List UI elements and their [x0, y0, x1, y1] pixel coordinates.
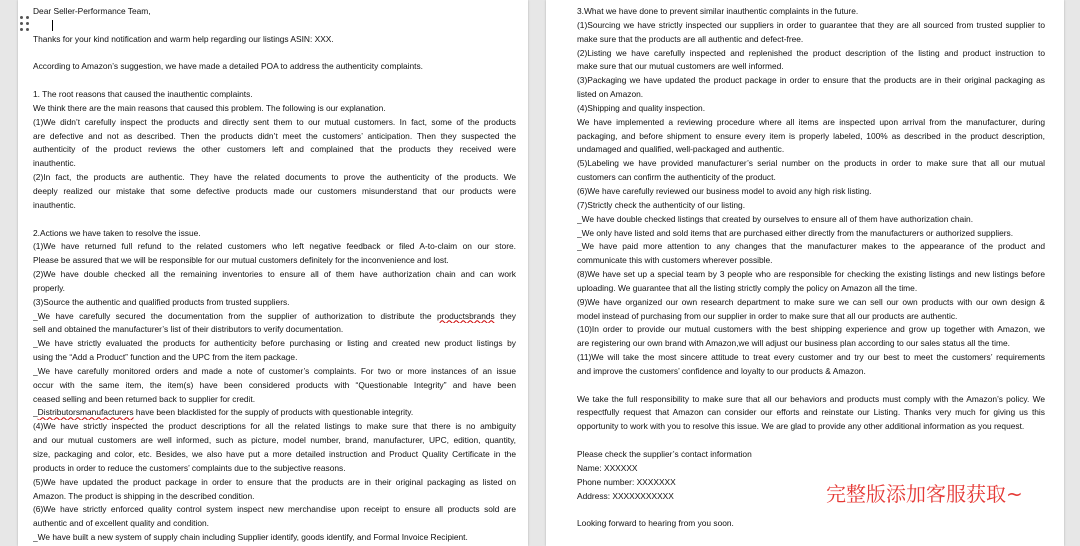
text-line: Address: XXXXXXXXXXX: [577, 490, 674, 501]
text-line: undamaged and qualified, well-packaged and authentic.: [577, 144, 785, 155]
text-line: respectfully request that Amazon can consider our efforts and reinstate our Listing. Thanks very much for giving us this: [577, 407, 1045, 418]
text-line: Please check the supplier’s contact information: [577, 449, 752, 459]
text-line: (1)Sourcing we have strictly inspected our suppliers in order to guarantee that they are all sourced from trusted supplier to: [577, 19, 1045, 30]
text-line: (7)Strictly check the authenticity of our listing.: [577, 199, 746, 210]
text-line: deeply realized our mistake that some defective products made our customers misunderstand that our products were: [33, 185, 516, 196]
text-line: Looking forward to hearing from you soon.: [577, 518, 734, 529]
text-line: inauthentic.: [33, 199, 76, 210]
text-line: (2)Listing we have carefully inspected and replenished the product description of the listing and product instruction to: [577, 47, 1045, 58]
text-line: sell and obtained the manufacturer’s list of their distributors to verify documentation.: [33, 324, 344, 335]
text-line: We have implemented a reviewing procedure where all items are inspected upon arrival from the manufacturer, during: [577, 116, 1045, 127]
document-page-right: [546, 0, 1064, 546]
text-line: (3)Source the authentic and qualified products from trusted suppliers.: [33, 296, 290, 307]
text-line: make sure that the products are all authentic and defect-free.: [577, 33, 804, 44]
text-line: communicate this with customers wherever possible.: [577, 255, 773, 266]
text-line: authentic and of excellent quality and condition.: [33, 518, 209, 529]
text-line: using the “Add a Product” function and the UPC from the item package.: [33, 352, 298, 363]
text-line: Please be assured that we will be responsible for our mutual customers definitely for the inconvenience and lost.: [33, 255, 449, 266]
text-line: authenticity of the product reviews the other customers left and complained that the products they received were: [33, 144, 516, 155]
text-line: Amazon. The product is shipping in the described condition.: [33, 490, 255, 501]
blank-line: [33, 74, 516, 88]
text-line: are defective and not as described. Then the products didn’t meet the customers’ anticipation. Then they suspected the: [33, 130, 516, 141]
text-line: _We have strictly evaluated the products for authenticity before purchasing or listing and created new product listings by: [33, 338, 516, 349]
text-line: opportunity to work with you to resolve this issue. We are glad to provide any other additional information as you request.: [577, 421, 1025, 432]
text-line: and improve the customers’ confidence and loyalty to our products & Amazon.: [577, 365, 866, 376]
text-line: packaging, and before shipment to ensure every item is properly labeled, 100% as described in the product description,: [577, 130, 1045, 141]
blank-line: [577, 379, 1045, 393]
text-line: uploading. We guarantee that all the listing strictly comply the policy on Amazon all the time.: [577, 282, 918, 293]
right-page-text[interactable]: [577, 5, 1045, 531]
text-line: 1. The root reasons that caused the inauthentic complaints.: [33, 89, 253, 100]
text-line: (4)We have strictly inspected the product descriptions for all the related listings to make sure that there is no ambiguity: [33, 421, 516, 432]
text-line: (1)We have returned full refund to the related customers who left negative feedback or filed A-to-claim on our store.: [33, 241, 516, 252]
text-line: Name: XXXXXX: [577, 462, 638, 473]
text-line: model instead of purchasing from our supplier in order to make sure that all our products are authentic.: [577, 310, 958, 321]
blank-line: [33, 213, 516, 227]
text-line: make sure that our mutual customers are well informed.: [577, 61, 784, 72]
text-line: Phone number: XXXXXXX: [577, 476, 676, 487]
text-line: _We have built a new system of supply chain including Supplier identify, goods identify, and Formal Invoice Recipient.: [33, 532, 468, 543]
text-line: _We have paid more attention to any changes that the manufacturer makes to the appearance of the product and: [577, 241, 1045, 252]
text-line: _We have carefully secured the documentation from the supplier of authorization to distribute the productsbrands they: [33, 310, 516, 321]
text-line: size, packaging and color, etc. Besides, we also have put a more detailed instruction and Product Quality Certificate in the: [33, 449, 516, 459]
text-line: (2)In fact, the products are authentic. They have the related documents to prove the authenticity of the products. We: [33, 172, 516, 183]
text-line: inauthentic.: [33, 158, 76, 169]
text-line: (2)We have double checked all the remaining inventories to ensure all of them have authorization chain and can work: [33, 269, 516, 280]
text-line: _We have double checked listings that created by ourselves to ensure all of them have authorization chain.: [577, 213, 974, 224]
spelling-error-word: productsbrands: [437, 310, 495, 321]
text-line: are registering our own brand with Amazon,we will adjust our business plan according to our sales status all the time.: [577, 338, 1010, 349]
text-line: (5)We have updated the product package in order to ensure that the products are in their original packaging as listed on: [33, 476, 516, 487]
text-line: (4)Shipping and quality inspection.: [577, 102, 706, 113]
text-line: _Distributorsmanufacturers have been blacklisted for the supply of products with questionable integrity.: [33, 407, 414, 418]
text-line: _We only have listed and sold items that are purchased either directly from the manufacturers or authorized suppliers.: [577, 227, 1014, 238]
blank-line: [33, 47, 516, 61]
drag-handle-icon[interactable]: [20, 16, 30, 32]
text-line: (3)Packaging we have updated the product package in order to ensure that the products are in their original packaging as: [577, 75, 1045, 86]
text-line: (8)We have set up a special team by 3 people who are responsible for checking the existing listings and new listings before: [577, 269, 1045, 280]
text-line: (10)In order to provide our mutual customers with the best shipping experience and grow up together with Amazon, we: [577, 324, 1045, 335]
text-line: (6)We have carefully reviewed our business model to avoid any high risk listing.: [577, 185, 872, 196]
text-line: listed on Amazon.: [577, 89, 644, 100]
text-line: properly.: [33, 282, 65, 293]
text-line: (1)We didn’t carefully inspect the products and directly sent them to our mutual customers. In fact, some of the products: [33, 116, 516, 127]
text-line: ceased selling and been returned back to supplier for credit.: [33, 393, 256, 404]
text-line: customers can confirm the authenticity of the product.: [577, 172, 776, 183]
document-page-left: [18, 0, 528, 546]
blank-line: [577, 434, 1045, 448]
text-line: According to Amazon’s suggestion, we have made a detailed POA to address the authenticity complaints.: [33, 61, 423, 72]
text-line: Dear Seller-Performance Team,: [33, 6, 151, 16]
text-line: We take the full responsibility to make sure that all our behaviors and products must comply with the Amazon’s policy. We: [577, 393, 1045, 404]
text-line: occur with the same item, the item(s) have been considered products with “Questionable Integrity” and have been: [33, 379, 516, 390]
watermark-text: 完整版添加客服获取~: [826, 482, 1023, 506]
text-line: (5)Labeling we have provided manufacturer’s serial number on the products in order to make sure that all our mutual: [577, 158, 1045, 169]
text-line: 3.What we have done to prevent similar inauthentic complaints in the future.: [577, 6, 859, 16]
text-line: (6)We have strictly enforced quality control system inspect new merchandise upon receipt to ensure all products sold are: [33, 504, 516, 515]
text-line: (11)We will take the most sincere attitude to treat every customer and try our best to meet the customers’ requirements: [577, 352, 1045, 363]
text-line: (9)We have organized our own research department to make sure we can sell our own products with our own design &: [577, 296, 1045, 307]
text-line: _We have carefully monitored orders and made a note of customer’s complaints. For two or more instances of an issue: [33, 365, 516, 376]
blank-line: [33, 19, 516, 33]
text-line: products in order to reduce the customers’ complaints due to the subjective reasons.: [33, 462, 346, 473]
spelling-error-word: Distributorsmanufacturers: [37, 407, 134, 418]
text-line: Thanks for your kind notification and warm help regarding our listings ASIN: XXX.: [33, 33, 334, 44]
text-line: We think there are the main reasons that caused this problem. The following is our explanation.: [33, 102, 386, 113]
left-page-text[interactable]: [33, 5, 516, 545]
text-line: 2.Actions we have taken to resolve the issue.: [33, 227, 201, 238]
text-line: and our mutual customers are well informed, such as picture, model number, brand, manufacturer, UPC, edition, quantity,: [33, 435, 516, 446]
